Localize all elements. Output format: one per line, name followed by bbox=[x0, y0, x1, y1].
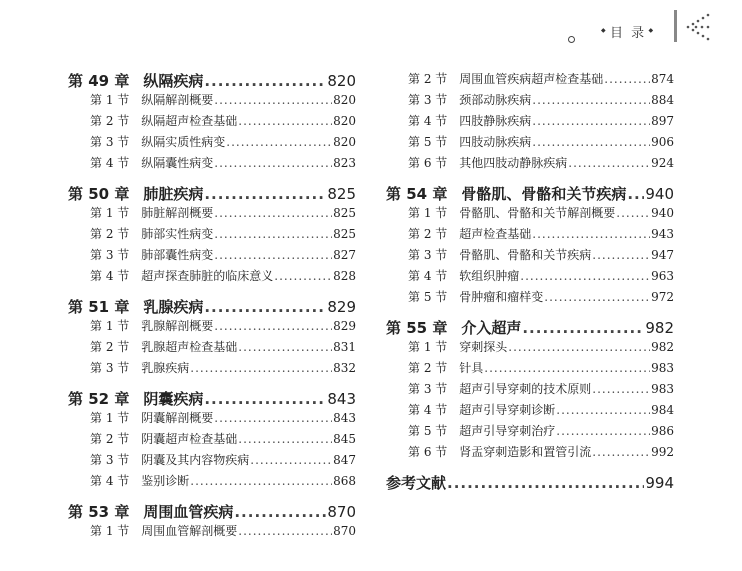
chapter-gap bbox=[68, 175, 356, 183]
toc-section-entry[interactable] bbox=[386, 225, 674, 246]
page-number: 870 bbox=[327, 503, 356, 521]
toc-section-entry[interactable] bbox=[386, 204, 674, 225]
section-number: 第 3 节 bbox=[90, 453, 130, 467]
dot-leader bbox=[532, 114, 650, 128]
toc-chapter-entry[interactable] bbox=[68, 70, 356, 91]
dot-leader bbox=[447, 474, 644, 492]
section-number: 第 2 节 bbox=[90, 227, 130, 241]
dot-leader bbox=[522, 319, 644, 337]
chapter-gap bbox=[386, 464, 674, 472]
section-number: 第 5 节 bbox=[408, 424, 448, 438]
dot-leader bbox=[226, 135, 332, 149]
dot-leader bbox=[204, 390, 326, 408]
dot-leader bbox=[520, 269, 650, 283]
page-title: ◆ 目 录 ◆ bbox=[610, 22, 646, 41]
page-number: 994 bbox=[645, 474, 674, 492]
toc-section-entry[interactable] bbox=[386, 246, 674, 267]
page-number: 972 bbox=[651, 290, 674, 304]
toc-chapter-entry[interactable] bbox=[386, 472, 674, 493]
dot-leader bbox=[214, 206, 332, 220]
dot-leader bbox=[190, 474, 332, 488]
page-number: 820 bbox=[327, 72, 356, 90]
page-number: 874 bbox=[651, 72, 674, 86]
dot-leader bbox=[214, 248, 332, 262]
dot-leader bbox=[238, 432, 332, 446]
page-number: 940 bbox=[651, 206, 674, 220]
dot-leader bbox=[532, 227, 650, 241]
dot-leader bbox=[214, 411, 332, 425]
toc-chapter-entry[interactable] bbox=[68, 388, 356, 409]
page-number: 986 bbox=[651, 424, 674, 438]
section-number: 第 4 节 bbox=[90, 269, 130, 283]
section-title: 纵隔解剖概要 bbox=[141, 93, 214, 107]
toc-left-column bbox=[68, 70, 356, 543]
dot-leader bbox=[238, 114, 332, 128]
section-title: 超声检查基础 bbox=[459, 227, 532, 241]
section-title: 颈部动脉疾病 bbox=[459, 93, 532, 107]
page-number: 825 bbox=[333, 227, 356, 241]
dot-leader bbox=[556, 403, 650, 417]
dot-leader bbox=[214, 156, 332, 170]
section-title: 超声引导穿刺治疗 bbox=[459, 424, 556, 438]
dot-leader bbox=[214, 93, 332, 107]
section-number: 第 2 节 bbox=[90, 114, 130, 128]
page-number: 820 bbox=[333, 114, 356, 128]
section-title: 阴囊超声检查基础 bbox=[141, 432, 238, 446]
page-number: 868 bbox=[333, 474, 356, 488]
dot-leader bbox=[616, 206, 650, 220]
section-title: 超声引导穿刺诊断 bbox=[459, 403, 556, 417]
page-number: 947 bbox=[651, 248, 674, 262]
section-title: 阴囊及其内容物疾病 bbox=[141, 453, 250, 467]
section-title: 肺部实性病变 bbox=[141, 227, 214, 241]
toc-section-entry[interactable] bbox=[68, 246, 356, 267]
toc-section-entry[interactable] bbox=[68, 472, 356, 493]
section-number: 第 1 节 bbox=[408, 340, 448, 354]
section-number: 第 2 节 bbox=[90, 432, 130, 446]
page-number: 982 bbox=[651, 340, 674, 354]
chapter-title: 纵隔疾病 bbox=[143, 72, 204, 90]
page-number: 845 bbox=[333, 432, 356, 446]
dot-leader bbox=[204, 72, 326, 90]
section-title: 乳腺疾病 bbox=[141, 361, 190, 375]
section-number: 第 3 节 bbox=[408, 382, 448, 396]
section-title: 乳腺解剖概要 bbox=[141, 319, 214, 333]
dot-leader bbox=[274, 269, 332, 283]
page-number: 820 bbox=[333, 135, 356, 149]
section-title: 纵隔超声检查基础 bbox=[141, 114, 238, 128]
section-title: 针具 bbox=[459, 361, 484, 375]
dotted-arrow-ornament-icon bbox=[684, 10, 714, 44]
toc-section-entry[interactable] bbox=[68, 430, 356, 451]
dot-leader bbox=[592, 248, 650, 262]
toc-chapter-entry[interactable] bbox=[386, 317, 674, 338]
section-title: 纵隔实质性病变 bbox=[141, 135, 226, 149]
header-divider bbox=[674, 10, 677, 42]
section-title: 超声引导穿刺的技术原则 bbox=[459, 382, 592, 396]
page-number: 983 bbox=[651, 382, 674, 396]
section-number: 第 5 节 bbox=[408, 135, 448, 149]
toc-section-entry[interactable] bbox=[68, 133, 356, 154]
section-number: 第 1 节 bbox=[90, 524, 130, 538]
section-title: 软组织肿瘤 bbox=[459, 269, 520, 283]
dot-leader bbox=[592, 382, 650, 396]
section-title: 肺脏解剖概要 bbox=[141, 206, 214, 220]
page-number: 829 bbox=[333, 319, 356, 333]
toc-section-entry[interactable] bbox=[386, 443, 674, 464]
section-number: 第 3 节 bbox=[408, 93, 448, 107]
section-number: 第 1 节 bbox=[90, 411, 130, 425]
section-number: 第 4 节 bbox=[90, 474, 130, 488]
dot-leader bbox=[190, 361, 332, 375]
page-number: 940 bbox=[645, 185, 674, 203]
page-number: 992 bbox=[651, 445, 674, 459]
toc-section-entry[interactable] bbox=[386, 380, 674, 401]
section-title: 阴囊解剖概要 bbox=[141, 411, 214, 425]
section-number: 第 4 节 bbox=[90, 156, 130, 170]
section-title: 鉴别诊断 bbox=[141, 474, 190, 488]
page-number: 847 bbox=[333, 453, 356, 467]
section-number: 第 2 节 bbox=[408, 361, 448, 375]
section-title: 乳腺超声检查基础 bbox=[141, 340, 238, 354]
toc-section-entry[interactable] bbox=[68, 338, 356, 359]
chapter-number: 第 55 章 bbox=[386, 319, 448, 337]
dot-leader bbox=[214, 319, 332, 333]
section-number: 第 1 节 bbox=[90, 93, 130, 107]
page-number: 897 bbox=[651, 114, 674, 128]
page-number: 983 bbox=[651, 361, 674, 375]
toc-section-entry[interactable] bbox=[68, 522, 356, 543]
toc-section-entry[interactable] bbox=[68, 267, 356, 288]
page-number: 982 bbox=[645, 319, 674, 337]
page-number: 843 bbox=[327, 390, 356, 408]
page-number: 823 bbox=[333, 156, 356, 170]
section-title: 四肢动脉疾病 bbox=[459, 135, 532, 149]
page-number: 831 bbox=[333, 340, 356, 354]
toc-section-entry[interactable] bbox=[68, 225, 356, 246]
toc-section-entry[interactable] bbox=[68, 204, 356, 225]
toc-section-entry[interactable] bbox=[68, 451, 356, 472]
page-number: 884 bbox=[651, 93, 674, 107]
page-number: 828 bbox=[333, 269, 356, 283]
section-number: 第 4 节 bbox=[408, 114, 448, 128]
toc-section-entry[interactable] bbox=[68, 359, 356, 380]
page-number: 832 bbox=[333, 361, 356, 375]
page-header bbox=[560, 18, 742, 48]
dot-leader bbox=[204, 185, 326, 203]
section-number: 第 3 节 bbox=[90, 248, 130, 262]
chapter-title: 肺脏疾病 bbox=[143, 185, 204, 203]
section-title: 肾盂穿刺造影和置管引流 bbox=[459, 445, 592, 459]
section-number: 第 2 节 bbox=[408, 227, 448, 241]
circle-ornament-icon bbox=[568, 36, 575, 43]
section-number: 第 1 节 bbox=[90, 319, 130, 333]
chapter-title: 参考文献 bbox=[386, 474, 447, 492]
chapter-number: 第 50 章 bbox=[68, 185, 130, 203]
section-title: 肺部囊性病变 bbox=[141, 248, 214, 262]
dot-leader bbox=[508, 340, 650, 354]
dot-leader bbox=[592, 445, 650, 459]
section-number: 第 3 节 bbox=[90, 135, 130, 149]
dot-leader bbox=[234, 503, 326, 521]
toc-section-entry[interactable] bbox=[386, 338, 674, 359]
chapter-title: 骨骼肌、骨骼和关节疾病 bbox=[461, 185, 627, 203]
chapter-number: 第 53 章 bbox=[68, 503, 130, 521]
page-number: 825 bbox=[327, 185, 356, 203]
page-number: 820 bbox=[333, 93, 356, 107]
toc-section-entry[interactable] bbox=[68, 112, 356, 133]
dot-leader bbox=[556, 424, 650, 438]
page-number: 984 bbox=[651, 403, 674, 417]
toc-right-column bbox=[386, 70, 674, 493]
toc-section-entry[interactable] bbox=[386, 401, 674, 422]
dot-leader bbox=[238, 524, 332, 538]
chapter-gap bbox=[386, 309, 674, 317]
page-number: 963 bbox=[651, 269, 674, 283]
toc-section-entry[interactable] bbox=[68, 91, 356, 112]
toc-section-entry[interactable] bbox=[68, 154, 356, 175]
chapter-title: 乳腺疾病 bbox=[143, 298, 204, 316]
page-number: 906 bbox=[651, 135, 674, 149]
section-number: 第 3 节 bbox=[90, 361, 130, 375]
section-number: 第 1 节 bbox=[90, 206, 130, 220]
section-number: 第 1 节 bbox=[408, 206, 448, 220]
page-number: 827 bbox=[333, 248, 356, 262]
section-number: 第 2 节 bbox=[90, 340, 130, 354]
section-title: 超声探查肺脏的临床意义 bbox=[141, 269, 274, 283]
page-number: 825 bbox=[333, 206, 356, 220]
dot-leader bbox=[238, 340, 332, 354]
dot-leader bbox=[484, 361, 650, 375]
page-number: 870 bbox=[333, 524, 356, 538]
section-number: 第 4 节 bbox=[408, 403, 448, 417]
section-number: 第 2 节 bbox=[408, 72, 448, 86]
section-title: 周围血管解剖概要 bbox=[141, 524, 238, 538]
page-number: 829 bbox=[327, 298, 356, 316]
chapter-gap bbox=[386, 175, 674, 183]
section-title: 其他四肢动静脉疾病 bbox=[459, 156, 568, 170]
chapter-gap bbox=[68, 288, 356, 296]
toc-section-entry[interactable] bbox=[386, 359, 674, 380]
dot-leader bbox=[568, 156, 650, 170]
section-number: 第 6 节 bbox=[408, 156, 448, 170]
chapter-gap bbox=[68, 493, 356, 501]
dot-leader bbox=[604, 72, 650, 86]
section-number: 第 4 节 bbox=[408, 269, 448, 283]
section-title: 骨骼肌、骨骼和关节疾病 bbox=[459, 248, 592, 262]
toc-section-entry[interactable] bbox=[68, 317, 356, 338]
dot-leader bbox=[544, 290, 650, 304]
dot-leader bbox=[250, 453, 332, 467]
page-number: 943 bbox=[651, 227, 674, 241]
dot-leader bbox=[627, 185, 644, 203]
dot-leader bbox=[532, 93, 650, 107]
toc-section-entry[interactable] bbox=[386, 70, 674, 91]
toc-chapter-entry[interactable] bbox=[68, 183, 356, 204]
toc-section-entry[interactable] bbox=[386, 133, 674, 154]
chapter-gap bbox=[68, 380, 356, 388]
section-title: 周围血管疾病超声检查基础 bbox=[459, 72, 604, 86]
dot-leader bbox=[214, 227, 332, 241]
section-title: 骨骼肌、骨骼和关节解剖概要 bbox=[459, 206, 616, 220]
page-number: 843 bbox=[333, 411, 356, 425]
chapter-title: 阴囊疾病 bbox=[143, 390, 204, 408]
section-title: 穿刺探头 bbox=[459, 340, 508, 354]
section-number: 第 3 节 bbox=[408, 248, 448, 262]
toc-section-entry[interactable] bbox=[386, 91, 674, 112]
toc-section-entry[interactable] bbox=[386, 288, 674, 309]
chapter-number: 第 51 章 bbox=[68, 298, 130, 316]
section-number: 第 6 节 bbox=[408, 445, 448, 459]
chapter-number: 第 49 章 bbox=[68, 72, 130, 90]
section-number: 第 5 节 bbox=[408, 290, 448, 304]
toc-chapter-entry[interactable] bbox=[386, 183, 674, 204]
toc-section-entry[interactable] bbox=[386, 154, 674, 175]
chapter-title: 介入超声 bbox=[461, 319, 522, 337]
section-title: 纵隔囊性病变 bbox=[141, 156, 214, 170]
toc-section-entry[interactable] bbox=[68, 409, 356, 430]
toc-section-entry[interactable] bbox=[386, 112, 674, 133]
chapter-number: 第 54 章 bbox=[386, 185, 448, 203]
chapter-number: 第 52 章 bbox=[68, 390, 130, 408]
dot-leader bbox=[204, 298, 326, 316]
dot-leader bbox=[532, 135, 650, 149]
section-title: 四肢静脉疾病 bbox=[459, 114, 532, 128]
chapter-title: 周围血管疾病 bbox=[143, 503, 234, 521]
page-number: 924 bbox=[651, 156, 674, 170]
toc-section-entry[interactable] bbox=[386, 422, 674, 443]
toc-chapter-entry[interactable] bbox=[68, 296, 356, 317]
toc-section-entry[interactable] bbox=[386, 267, 674, 288]
toc-chapter-entry[interactable] bbox=[68, 501, 356, 522]
section-title: 骨肿瘤和瘤样变 bbox=[459, 290, 544, 304]
